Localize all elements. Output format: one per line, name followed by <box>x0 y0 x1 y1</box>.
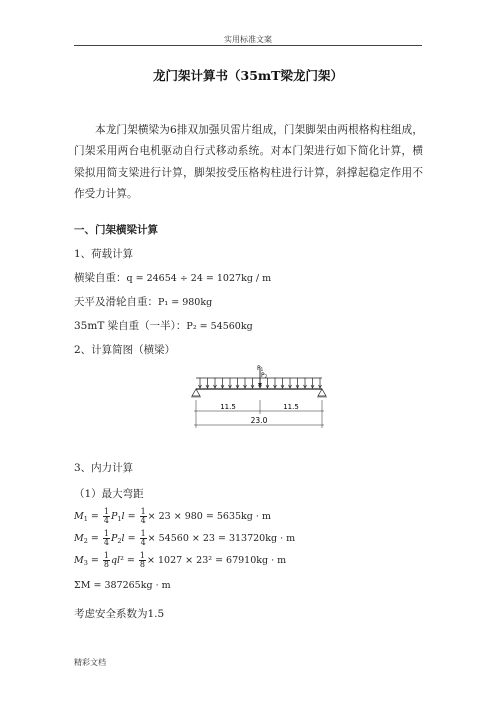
left-span-label: 11.5 <box>220 403 236 411</box>
p1-label: P1 <box>257 365 264 372</box>
header-rule <box>74 45 422 46</box>
document-title: 龙门架计算书（35mT梁龙门架） <box>153 68 343 83</box>
total-span-label: 23.0 <box>250 416 268 425</box>
p2-label: P2 <box>261 372 268 379</box>
trolley-weight-line <box>74 294 212 309</box>
running-footer: 精彩文档 <box>74 658 106 667</box>
tbeam-weight-line <box>74 318 253 333</box>
right-span-label: 11.5 <box>283 403 299 411</box>
load-heading: 1、荷载计算 <box>74 248 134 260</box>
moment-sum: ΣM = 387265kg · m <box>74 580 171 591</box>
running-header: 实用标准文案 <box>224 35 272 44</box>
beam-weight-line <box>74 270 271 285</box>
moment-m3: $M_3$ = $\frac{1}{8}$ ql² = $\frac{1}{8}$ × 1027 × 23² = 67910kg · m <box>74 551 287 569</box>
left-support <box>192 389 200 396</box>
section-heading: 一、门架横梁计算 <box>74 224 158 236</box>
trolley-weight-formula: P₁ = 980kg <box>158 297 213 308</box>
max-moment-heading: （1）最大弯距 <box>74 488 144 500</box>
beam-weight-label: 横梁自重： <box>74 272 127 284</box>
beam-weight-formula: q = 24654 ÷ 24 = 1027kg / m <box>126 273 272 284</box>
internal-force-heading: 3、内力计算 <box>74 462 134 474</box>
right-support <box>318 389 326 396</box>
tbeam-weight-label: 35mT 梁自重（一半）： <box>74 320 187 332</box>
moment-m2: $M_2$ = $\frac{1}{4}$ $P_2l$ = $\frac{1}{4}$ × 54560 × 23 = 313720kg · m <box>74 529 296 547</box>
diagram-heading: 2、计算简图（横梁） <box>74 344 176 356</box>
trolley-weight-label: 天平及滑轮自重： <box>74 296 158 308</box>
safety-factor-note: 考虑安全系数为1.5 <box>74 608 165 620</box>
moment-m1: $M_1$ = $\frac{1}{4}$ $P_1l$ = $\frac{1}{4}$ × 23 × 980 = 5635kg · m <box>74 507 271 525</box>
tbeam-weight-formula: P₂ = 54560kg <box>186 321 253 332</box>
beam-diagram <box>190 364 330 438</box>
intro-paragraph: 本龙门架横梁为6排双加强贝雷片组成，门架脚架由两根格构柱组成，门架采用两台电机驱动自行式移动系统。对本门架进行如下简化计算，横梁拟用简支梁进行计算，脚架按受压格构柱进行计算，斜撑起稳定作用不作受力计算。 <box>74 124 423 200</box>
